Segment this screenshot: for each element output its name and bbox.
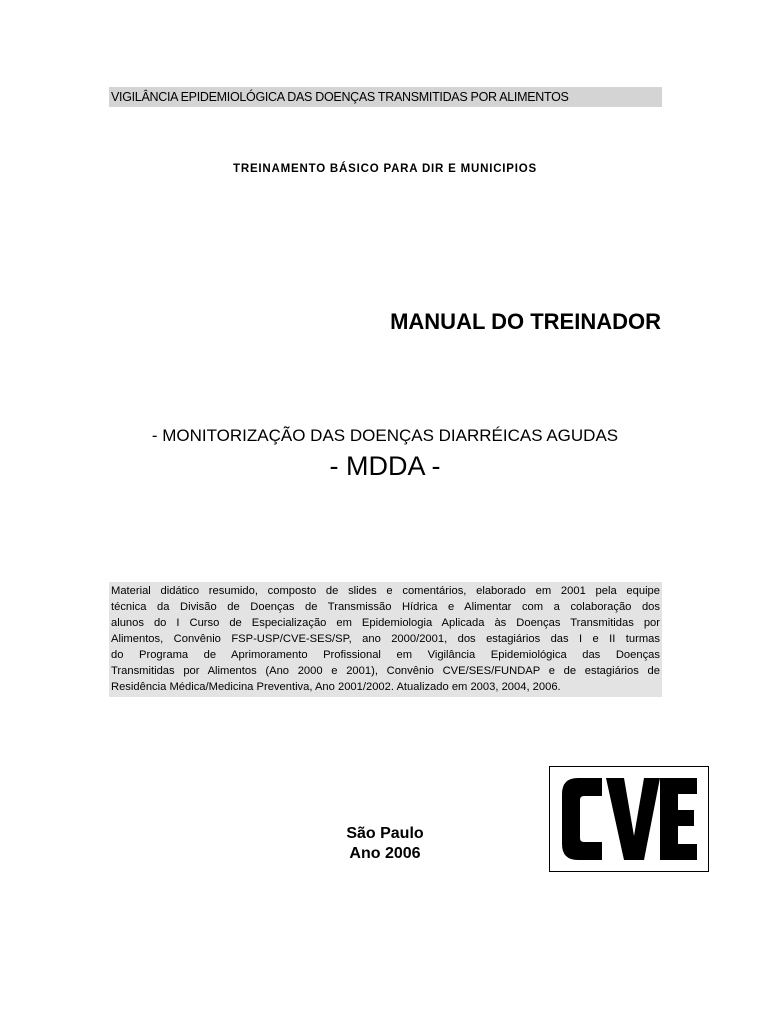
description-line: Transmitidas por Alimentos (Ano 2000 e 2001), Convênio CVE/SES/FUNDAP e de estagiários de xyxy=(111,665,660,677)
cve-logo xyxy=(549,766,709,872)
city-label: São Paulo xyxy=(346,825,424,842)
description-line: Material didático resumido, composto de slides e comentários, elaborado em 2001 pela equipe xyxy=(111,585,660,597)
publication-place xyxy=(285,824,485,864)
description-line: alunos do I Curso de Especialização em Epidemiologia Aplicada às Doenças Transmitidas por xyxy=(111,617,660,629)
description-line: Alimentos, Convênio FSP-USP/CVE-SES/SP, ano 2000/2001, dos estagiários das I e II turmas xyxy=(111,633,660,645)
acronym-title: - MDDA - xyxy=(329,451,441,481)
description-line: técnica da Divisão de Doenças de Transmissão Hídrica e Alimentar com a colaboração dos xyxy=(111,601,660,613)
description-line: do Programa de Aprimoramento Profissional em Vigilância Epidemiológica das Doenças xyxy=(111,649,660,661)
header-band-text: VIGILÂNCIA EPIDEMIOLÓGICA DAS DOENÇAS TRANSMITIDAS POR ALIMENTOS xyxy=(111,90,569,104)
page-title: MANUAL DO TREINADOR xyxy=(390,309,661,334)
cve-logo-icon xyxy=(558,774,701,864)
description-line: Residência Médica/Medicina Preventiva, Ano 2001/2002. Atualizado em 2003, 2004, 2006. xyxy=(111,681,561,693)
year-label: Ano 2006 xyxy=(349,845,421,862)
description-box xyxy=(109,582,662,697)
training-line: TREINAMENTO BÁSICO PARA DIR E MUNICIPIOS xyxy=(233,163,537,175)
header-band xyxy=(109,87,662,107)
subtitle: - MONITORIZAÇÃO DAS DOENÇAS DIARRÉICAS AGUDAS xyxy=(151,426,619,445)
